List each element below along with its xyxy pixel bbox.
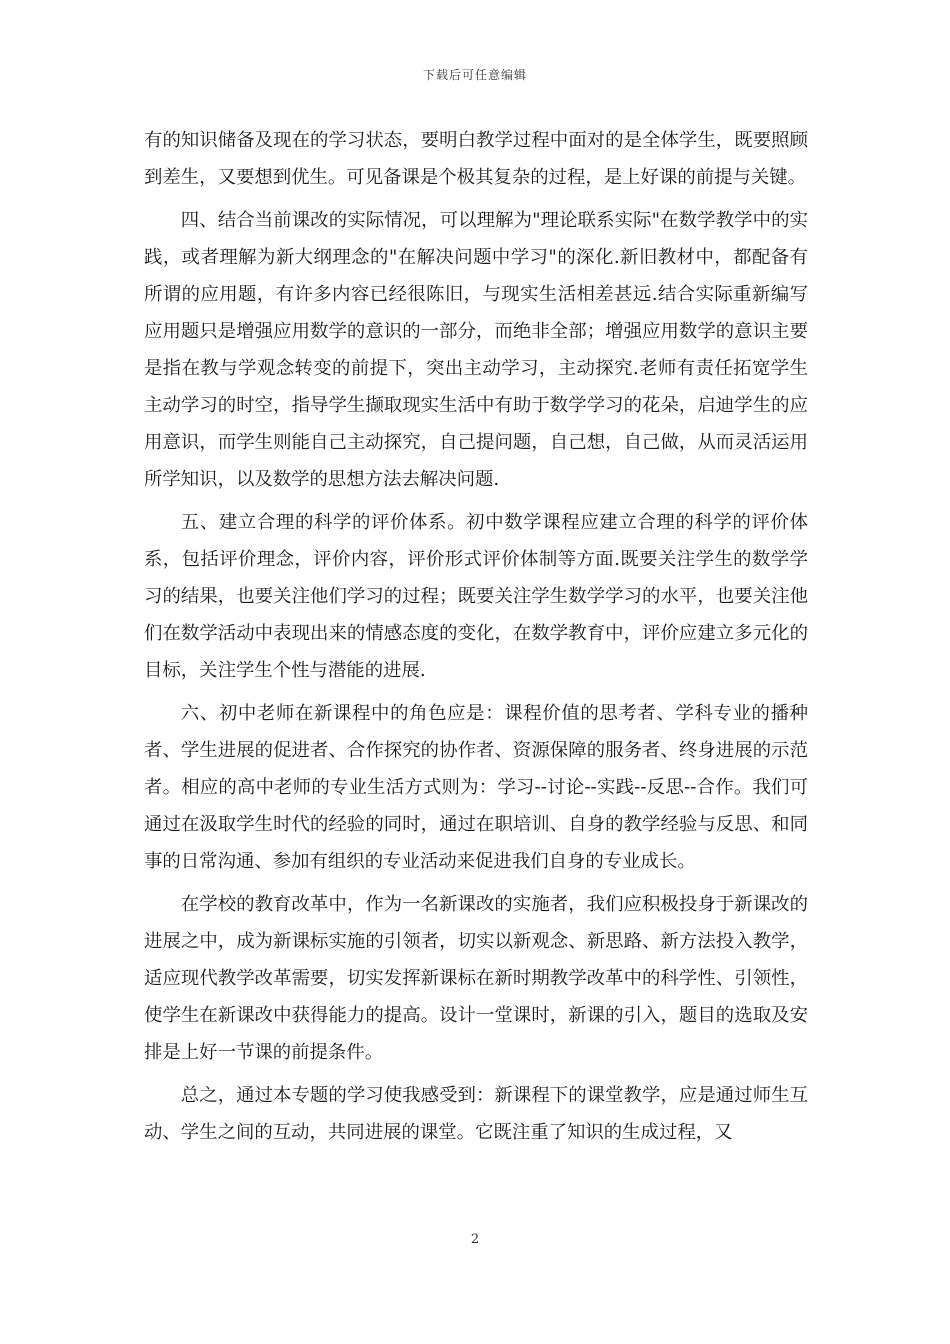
paragraph-section-six: 六、初中老师在新课程中的角色应是：课程价值的思考者、学科专业的播种者、学生进展的促进者、合作探究的协作者、资源保障的服务者、终身进展的示范者。相应的高中老师的专业生活方式则为：学习--讨论--实践--反思--合作。我们可通过在汲取学生时代的经验的同时，通过在职培训、自身的教学经验与反思、和同事的日常沟通、参加有组织的专业活动来促进我们自身的专业成长。: [144, 703, 808, 872]
paragraph-conclusion: 总之，通过本专题的学习使我感受到：新课程下的课堂教学，应是通过师生互动、学生之间的互动，共同进展的课堂。它既注重了知识的生成过程，又: [144, 1085, 808, 1143]
paragraph-section-five: 五、建立合理的科学的评价体系。初中数学课程应建立合理的科学的评价体系，包括评价理念，评价内容，评价形式评价体制等方面.既要关注学生的数学学习的结果，也要关注他们学习的过程；既要关注学生数学学习的水平，也要关注他们在数学活动中表现出来的情感态度的变化，在数学教育中，评价应建立多元化的目标，关注学生个性与潜能的进展.: [144, 512, 808, 681]
paragraph-continuation: 有的知识储备及现在的学习状态，要明白教学过程中面对的是全体学生，既要照顾到差生，又要想到优生。可见备课是个极其复杂的过程，是上好课的前提与关键。: [144, 130, 808, 188]
page-number: 2: [470, 1232, 480, 1247]
paragraph-section-four: 四、结合当前课改的实际情况，可以理解为"理论联系实际"在数学教学中的实践，或者理解为新大纲理念的"在解决问题中学习"的深化.新旧教材中，都配备有所谓的应用题，有许多内容已经很陈旧，与现实生活相差甚远.结合实际重新编写应用题只是增强应用数学的意识的一部分，而绝非全部；增强应用数学的意识主要是指在教与学观念转变的前提下，突出主动学习，主动探究.老师有责任拓宽学生主动学习的时空，指导学生撷取现实生活中有助于数学学习的花朵，启迪学生的应用意识，而学生则能自己主动探究，自己提问题，自己想，自己做，从而灵活运用所学知识，以及数学的思想方法去解决问题.: [144, 210, 808, 490]
document-body: [144, 122, 808, 1151]
page-header: 下载后可任意编辑: [422, 68, 527, 82]
paragraph-reform: 在学校的教育改革中，作为一名新课改的实施者，我们应积极投身于新课改的进展之中，成为新课标实施的引领者，切实以新观念、新思路、新方法投入教学，适应现代教学改革需要，切实发挥新课标在新时期教学改革中的科学性、引领性，使学生在新课改中获得能力的提高。设计一堂课时，新课的引入，题目的选取及安排是上好一节课的前提条件。: [144, 894, 808, 1063]
